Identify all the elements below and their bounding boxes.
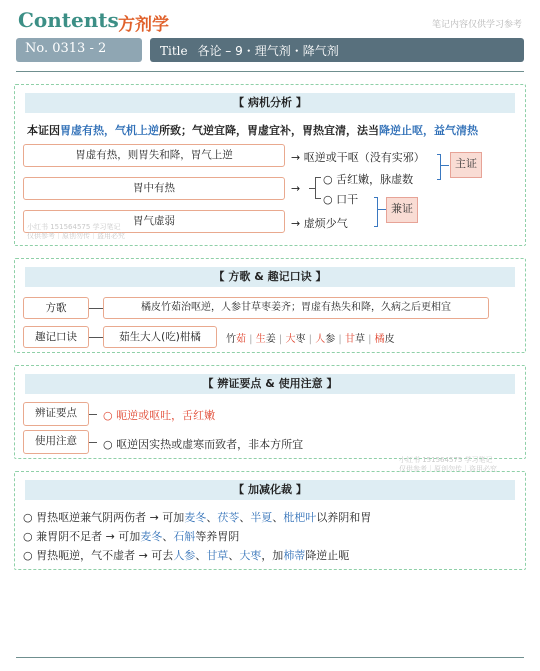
key-points-text: ○ 呃逆或呕吐，舌红嫩: [103, 409, 216, 422]
separator: |: [246, 334, 256, 345]
brace-main: [441, 165, 449, 166]
separator: |: [305, 334, 316, 345]
herb-char: 大: [285, 334, 296, 345]
note-number: No. 0313 - 2: [16, 38, 142, 62]
title-text: 各论 – 9・理气剂・降气剂: [197, 44, 339, 58]
text-run: 、: [239, 511, 251, 524]
main-symptom-tag: 主证: [450, 152, 482, 178]
brace-secondary: [377, 197, 378, 227]
highlight-term: 石斛: [173, 530, 196, 543]
highlight-term: 降逆止呕，益气清热: [379, 124, 478, 137]
text-run: 等养胃阴: [195, 530, 240, 543]
herb-char-highlight: 姜: [265, 334, 276, 345]
separator: |: [275, 334, 286, 345]
section-title: 【 加减化裁 】: [25, 480, 515, 500]
brace-secondary: [378, 209, 386, 210]
result-2a: ○ 舌红嫩，脉虚数: [323, 173, 414, 186]
text-run: 降逆止呃: [305, 549, 350, 562]
connector: [89, 442, 97, 443]
subject-title: 方剂学: [118, 15, 169, 35]
herb-char-highlight: 枣: [295, 334, 306, 345]
label-song: 方歌: [23, 297, 89, 319]
highlight-term: 麦冬: [184, 511, 207, 524]
herb-char: 生: [255, 334, 266, 345]
separator: |: [335, 334, 345, 345]
highlight-term: 麦冬: [140, 530, 163, 543]
caution-text: ○ 呕逆因实热或虚寒而致者，非本方所宜: [103, 438, 304, 451]
text-run: 、: [206, 511, 218, 524]
herb-char-highlight: 茹: [236, 334, 246, 345]
herb-char: 竹: [226, 334, 236, 345]
text-run: 、: [195, 549, 207, 562]
label-caution: 使用注意: [23, 430, 89, 454]
herb-char: 甘: [344, 334, 355, 345]
bracket-line: [315, 177, 316, 199]
bracket-line: [315, 177, 321, 178]
secondary-symptom-tag: 兼证: [386, 197, 418, 223]
brace-main: [440, 154, 441, 180]
pathogenesis-summary: [27, 122, 478, 138]
text-run: 以养阴和胃: [316, 511, 372, 524]
connector: [89, 337, 103, 338]
text-run: 所致；气逆宜降，胃虚宜补，胃热宜清，法当: [159, 124, 379, 137]
connector: [89, 308, 103, 309]
footer-divider: [16, 657, 524, 658]
mnemonic: 茹生大人(吃)柑橘: [103, 326, 217, 348]
highlight-term: 柿蒂: [283, 549, 306, 562]
highlight-term: 半夏: [250, 511, 273, 524]
text-run: 、: [272, 511, 284, 524]
text-run: 本证因: [27, 124, 60, 137]
brace-secondary: [374, 226, 378, 227]
herb-char-highlight: 草: [354, 334, 365, 345]
section-formula-song: [14, 258, 526, 353]
separator: |: [364, 334, 375, 345]
formula-song: 橘皮竹茹治呕逆，人参甘草枣姜齐；胃虚有热失和降，久病之后更相宜: [103, 297, 489, 319]
bracket-line: [315, 198, 321, 199]
text-run: ○ 兼胃阴不足者 → 可加: [23, 530, 141, 543]
herb-char-highlight: 参: [325, 334, 336, 345]
result-1: → 呕逆或干呕（没有实邪）: [291, 151, 425, 164]
arrow-2: →: [291, 182, 301, 195]
section-modifications: [14, 471, 526, 570]
section-title: 【 辨证要点 & 使用注意 】: [25, 374, 515, 394]
result-3: → 虚烦少气: [291, 217, 348, 230]
watermark: 小红书 151564575 学习笔记 仅供参考｜原创勿传｜盗用必究: [27, 223, 125, 240]
title-bar: [150, 38, 524, 62]
modification-line: [23, 509, 371, 525]
highlight-term: 茯苓: [217, 511, 240, 524]
cause-box-3: 胃气虚弱: [23, 210, 285, 233]
watermark: 小红书 151564575 学习笔记 仅供参考｜原创勿传｜盗用必究: [399, 456, 497, 473]
brace-main: [437, 179, 441, 180]
label-key-points: 辨证要点: [23, 402, 89, 426]
connector: [89, 414, 97, 415]
herb-char-highlight: 皮: [384, 334, 395, 345]
text-run: ○ 胃热呃逆，气不虚者 → 可去: [23, 549, 174, 562]
highlight-term: 人参: [173, 549, 196, 562]
header-note: 笔记内容仅供学习参考: [431, 20, 522, 30]
highlight-term: 甘草: [206, 549, 229, 562]
modification-line: [23, 547, 349, 563]
cause-box-2: 胃中有热: [23, 177, 285, 200]
brace-main: [437, 154, 441, 155]
herb-char: 橘: [374, 334, 385, 345]
herb-list: [226, 330, 395, 345]
modification-line: [23, 528, 239, 544]
highlight-term: 胃虚有热，气机上逆: [60, 124, 159, 137]
highlight-term: 枇杷叶: [283, 511, 317, 524]
section-key-points: [14, 365, 526, 473]
brace-secondary: [374, 197, 378, 198]
cause-box-1: 胃虚有热，则胃失和降，胃气上逆: [23, 144, 285, 167]
highlight-term: 大枣: [239, 549, 262, 562]
page-header: [18, 8, 522, 36]
herb-char: 人: [315, 334, 326, 345]
text-run: ，加: [261, 549, 284, 562]
section-title: 【 病机分析 】: [25, 93, 515, 113]
contents-title: Contents: [18, 8, 119, 32]
header-divider: [16, 71, 524, 72]
result-2b: ○ 口干: [323, 193, 359, 206]
section-pathogenesis: [14, 84, 526, 246]
text-run: 、: [162, 530, 174, 543]
label-mnemonic: 趣记口诀: [23, 326, 89, 348]
section-title: 【 方歌 & 趣记口诀 】: [25, 267, 515, 287]
text-run: ○ 胃热呕逆兼气阴两伤者 → 可加: [23, 511, 185, 524]
title-label: Title: [160, 44, 188, 58]
text-run: 、: [228, 549, 240, 562]
